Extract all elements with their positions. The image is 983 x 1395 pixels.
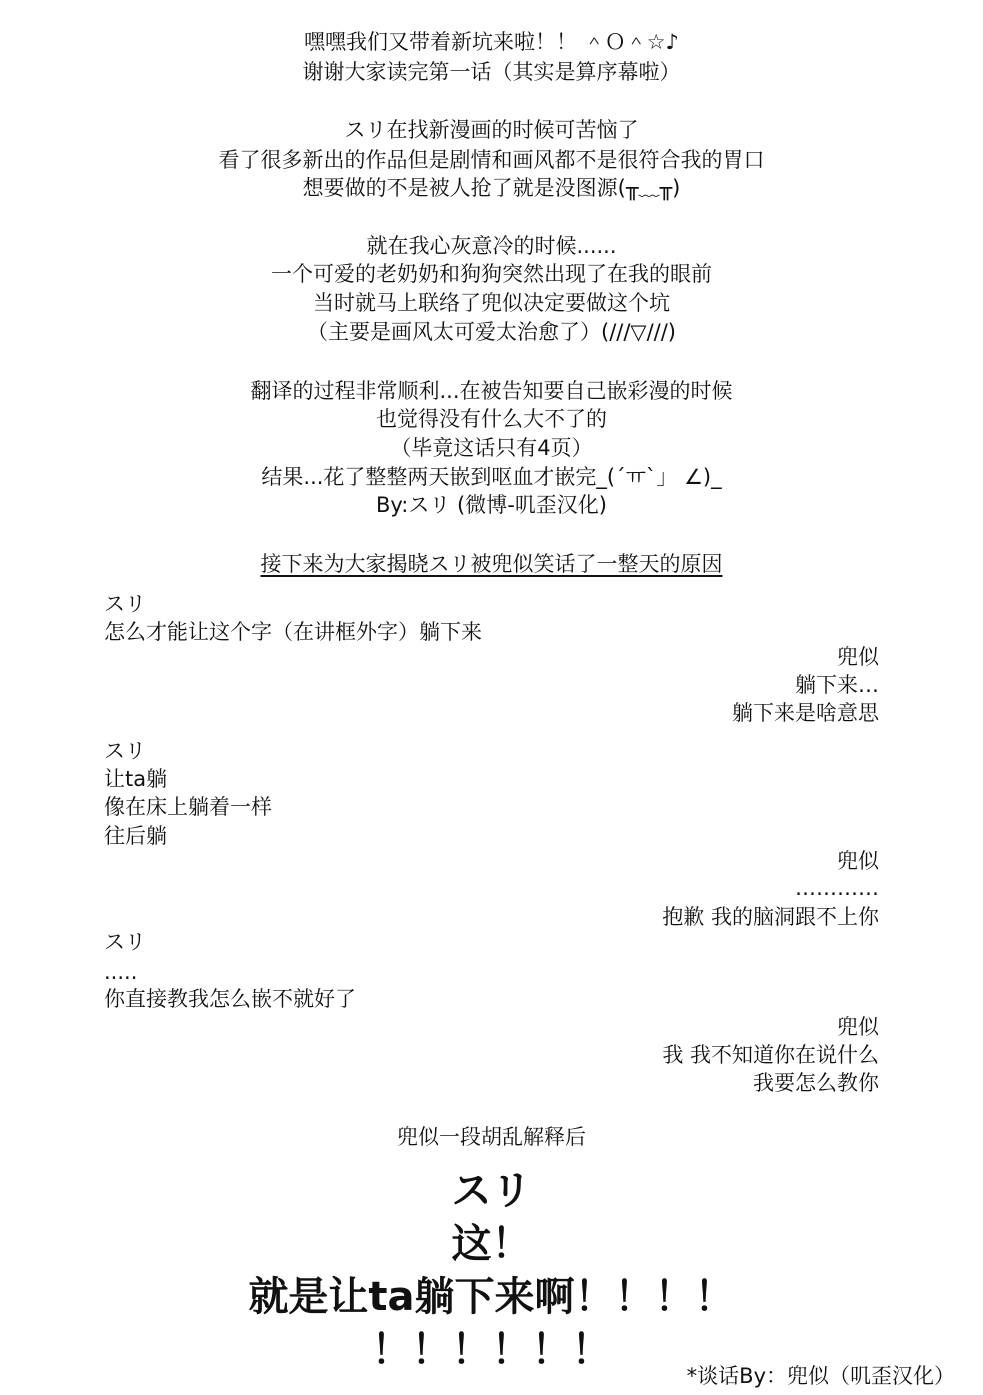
speaker-doushi: 兜似 (837, 849, 879, 873)
intro-line-4: 看了很多新出的作品但是剧情和画风都不是很符合我的胃口 (218, 148, 765, 172)
punchline-line: 这！ (451, 1221, 532, 1267)
dialogue-line: 你直接教我怎么嵌不就好了 (104, 987, 356, 1011)
dialogue-line: 让ta躺 (104, 767, 168, 791)
intro-line-1: 嘿嘿我们又带着新坑来啦！！ ＾Ｏ＾☆♪ (304, 30, 679, 54)
intro-line-3: スリ在找新漫画的时候可苦恼了 (344, 118, 639, 142)
dialogue-line: 往后躺 (104, 824, 167, 848)
intro-line-8: 当时就马上联络了兜似决定要做这个坑 (313, 291, 670, 315)
intro-line-2: 谢谢大家读完第一话（其实是算序幕啦） (302, 60, 681, 84)
dialogue-line: 躺下来… (795, 673, 879, 697)
dialogue-line: ..... (104, 960, 138, 984)
intro-line-9: （主要是画风太可爱太治愈了）(///▽///) (307, 320, 676, 344)
speaker-suri: スリ (104, 930, 146, 954)
intro-line-10: 翻译的过程非常顺利...在被告知要自己嵌彩漫的时候 (250, 379, 733, 403)
dialogue-line: 怎么才能让这个字（在讲框外字）躺下来 (104, 620, 482, 644)
dialogue-line: 我要怎么教你 (753, 1071, 879, 1095)
speaker-suri: スリ (104, 739, 146, 763)
section-heading: 接下来为大家揭晓スリ被兜似笑话了一整天的原因 (260, 552, 723, 576)
speaker-doushi: 兜似 (837, 645, 879, 669)
punchline-line: ！！！！！！ (371, 1327, 612, 1373)
conversation-credit: *谈话By：兜似（叽歪汉化） (686, 1364, 955, 1388)
speaker-doushi: 兜似 (837, 1015, 879, 1039)
intro-line-12: （毕竟这话只有4页） (390, 436, 593, 460)
dialogue-line: 躺下来是啥意思 (732, 701, 879, 725)
punchline-line: 就是让ta躺下来啊！！！！ (248, 1274, 735, 1320)
dialogue-line: ………… (795, 876, 879, 900)
dialogue-line: 像在床上躺着一样 (104, 795, 272, 819)
intro-line-13: 结果...花了整整两天嵌到呕血才嵌完_(´ㅠ`」 ∠)_ (261, 465, 722, 489)
speaker-suri: スリ (104, 592, 146, 616)
after-explanation: 兜似一段胡乱解释后 (397, 1125, 586, 1149)
intro-line-7: 一个可爱的老奶奶和狗狗突然出现了在我的眼前 (271, 262, 712, 286)
punchline-speaker: スリ (451, 1168, 532, 1214)
dialogue-line: 抱歉 我的脑洞跟不上你 (662, 905, 879, 929)
intro-signature: By:スリ (微博-叽歪汉化) (375, 493, 608, 517)
intro-line-11: 也觉得没有什么大不了的 (376, 407, 607, 431)
dialogue-line: 我 我不知道你在说什么 (662, 1043, 879, 1067)
intro-line-6: 就在我心灰意冷的时候...... (366, 234, 617, 258)
intro-line-5: 想要做的不是被人抢了就是没图源(╥﹏╥) (302, 176, 681, 200)
